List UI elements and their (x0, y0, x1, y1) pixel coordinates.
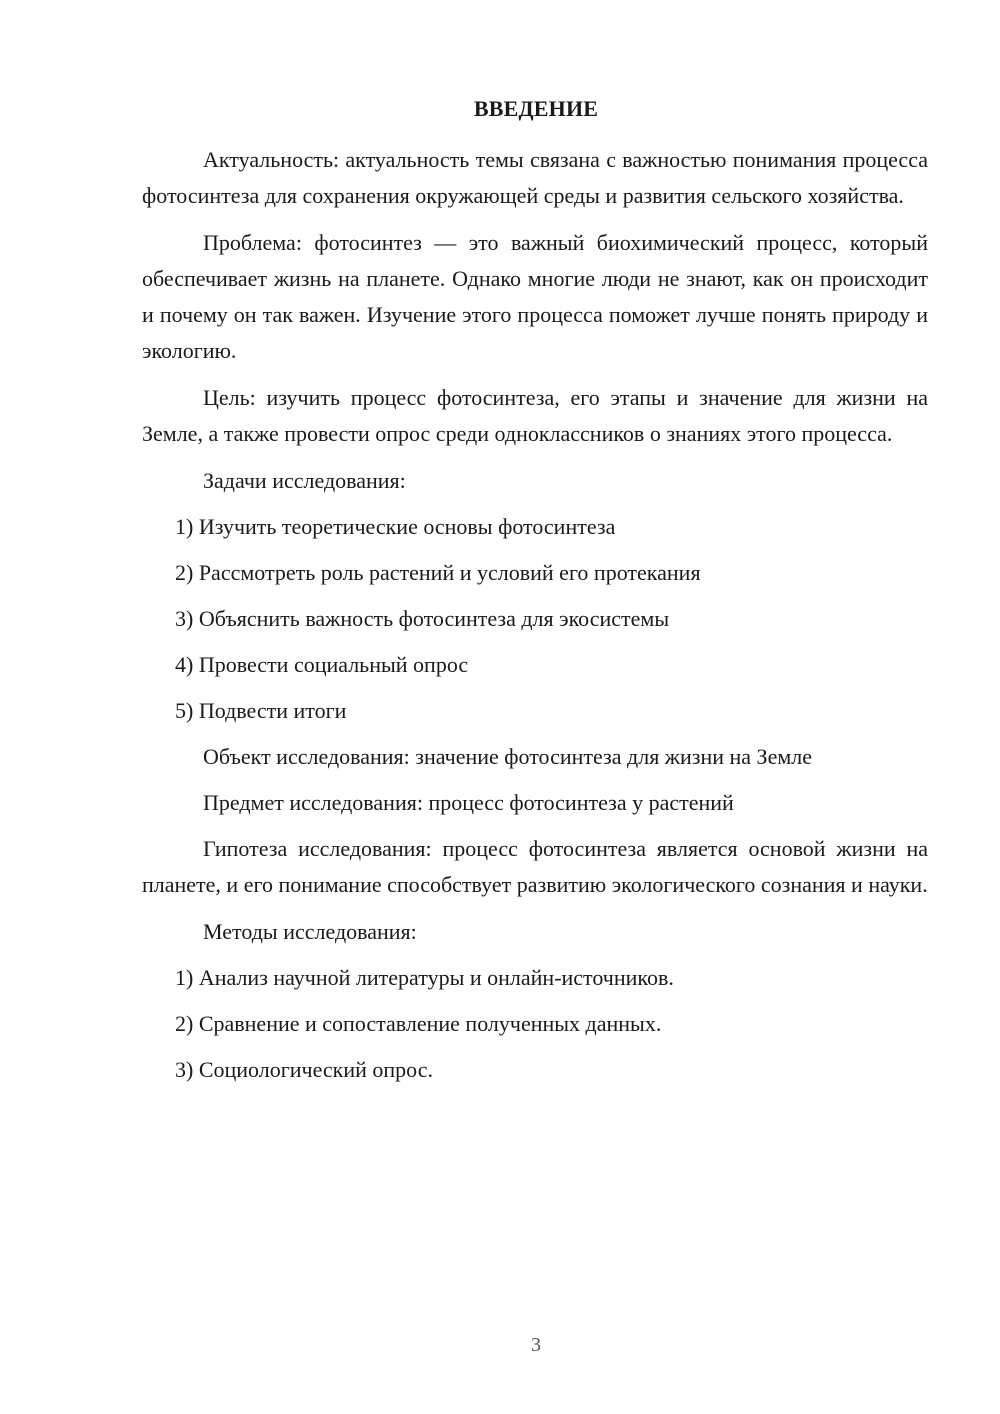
list-item: 1) Анализ научной литературы и онлайн-источников. (175, 965, 674, 990)
section-heading: ВВЕДЕНИЕ (473, 96, 599, 121)
methods-label: Методы исследования: (203, 919, 417, 944)
list-item: 3) Объяснить важность фотосинтеза для экосистемы (175, 606, 670, 631)
problem-paragraph: Проблема: фотосинтез — это важный биохимический процесс, который обеспечивает жизнь на планете. Однако многие люди не знают, как он происходит и почему он так важен. Изучение этого процесса поможет лучше понять природу и экологию. (142, 230, 928, 363)
list-item: 4) Провести социальный опрос (175, 652, 469, 677)
page-number: 3 (531, 1334, 541, 1356)
hypothesis-paragraph: Гипотеза исследования: процесс фотосинтеза является основой жизни на планете, и его понимание способствует развитию экологического сознания и науки. (142, 836, 928, 897)
tasks-label: Задачи исследования: (203, 468, 406, 493)
methods-list (142, 960, 928, 1088)
tasks-list (142, 509, 928, 729)
list-item: 5) Подвести итоги (175, 698, 347, 723)
research-object: Объект исследования: значение фотосинтеза для жизни на Земле (203, 744, 813, 769)
list-item: 1) Изучить теоретические основы фотосинтеза (175, 514, 616, 539)
list-item: 2) Рассмотреть роль растений и условий его протекания (175, 560, 701, 585)
research-subject: Предмет исследования: процесс фотосинтеза у растений (203, 790, 734, 815)
document-body (142, 142, 928, 1098)
goal-paragraph: Цель: изучить процесс фотосинтеза, его этапы и значение для жизни на Земле, а также провести опрос среди одноклассников о знаниях этого процесса. (142, 385, 928, 446)
relevance-paragraph: Актуальность: актуальность темы связана с важностью понимания процесса фотосинтеза для сохранения окружающей среды и развития сельского хозяйства. (142, 147, 928, 208)
list-item: 3) Социологический опрос. (175, 1057, 433, 1082)
list-item: 2) Сравнение и сопоставление полученных данных. (175, 1011, 662, 1036)
